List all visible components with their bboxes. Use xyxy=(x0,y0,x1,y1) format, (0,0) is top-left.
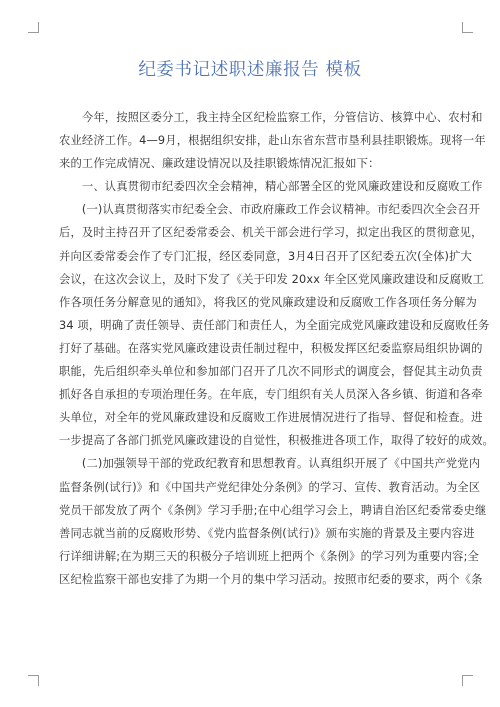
crop-mark-top-right xyxy=(462,22,473,33)
body-line: 后，及时主持召开了区纪委常委会、机关干部会进行学习，拟定出我区的贯彻意见， xyxy=(59,226,483,240)
body-line: 打好了基础。在落实党风廉政建设责任制过程中，积极发挥区纪委监察局组织协调的 xyxy=(59,341,483,355)
crop-mark-top-left xyxy=(28,22,39,33)
body-line: 会议，在这次会议上，及时下发了《关于印发 20xx 年全区党风廉政建设和反腐败工 xyxy=(59,272,485,286)
body-line: 党员干部发放了两个《条例》学习手册;在中心组学习会上，聘请自治区纪委常委史继 xyxy=(59,503,487,517)
body-line: 头单位，对全年的党风廉政建设和反腐败工作进展情况进行了指导、督促和检查。进 xyxy=(59,411,483,425)
body-line: 善同志就当前的反腐败形势、《党内监督条例(试行)》颁布实施的背景及主要内容进 xyxy=(59,526,475,540)
body-line: 监督条例(试行)》和《中国共产党纪律处分条例》的学习、宣传、教育活动。为全区 xyxy=(59,480,481,494)
body-line: 作各项任务分解意见的通知》，将我区的党风廉政建设和反腐败工作各项任务分解为 xyxy=(59,295,477,309)
document-title: 纪委书记述职述廉报告 模板 xyxy=(138,60,362,80)
body-line: 并向区委常委会作了专门汇报，经区委同意，3月4日召开了区纪委五次(全体)扩大 xyxy=(59,249,472,263)
body-line: 农业经济工作。4—9月，根据组织安排，赴山东省东营市垦利县挂职锻炼。现将一年 xyxy=(59,134,486,148)
body-line: 一步提高了各部门抓党风廉政建设的自觉性，积极推进各项工作，取得了较好的成效。 xyxy=(59,434,494,448)
body-line: 今年，按照区委分工，我主持全区纪检监察工作，分管信访、核算中心、农村和 xyxy=(59,111,483,124)
document-body xyxy=(59,106,494,591)
body-line: (一)认真贯彻落实市纪委全会、市政府廉政工作会议精神。市纪委四次全会召开 xyxy=(59,203,481,217)
body-line: 34 项，明确了责任领导、责任部门和责任人，为全面完成党风廉政建设和反腐败任务 xyxy=(59,318,490,332)
body-line: 抓好各自承担的专项治理任务。在年底，专门组织有关人员深入各乡镇、街道和各牵 xyxy=(59,388,483,402)
body-line: 区纪检监察干部也安排了为期一个月的集中学习活动。按照市纪委的要求，两个《条 xyxy=(59,572,483,586)
crop-mark-bottom-right xyxy=(462,675,473,686)
body-line: (二)加强领导干部的党政纪教育和思想教育。认真组织开展了《中国共产党党内 xyxy=(59,457,481,471)
body-line: 一、认真贯彻市纪委四次全会精神，精心部署全区的党风廉政建设和反腐败工作 xyxy=(59,180,483,194)
body-line: 行详细讲解;在为期三天的积极分子培训班上把两个《条例》的学习列为重要内容;全 xyxy=(59,549,480,563)
body-line: 来的工作完成情况、廉政建设情况以及挂职锻炼情况汇报如下： xyxy=(59,157,380,171)
body-line: 职能，先后组织牵头单位和参加部门召开了几次不同形式的调度会，督促其主动负责 xyxy=(59,365,483,379)
crop-mark-bottom-left xyxy=(28,675,39,686)
